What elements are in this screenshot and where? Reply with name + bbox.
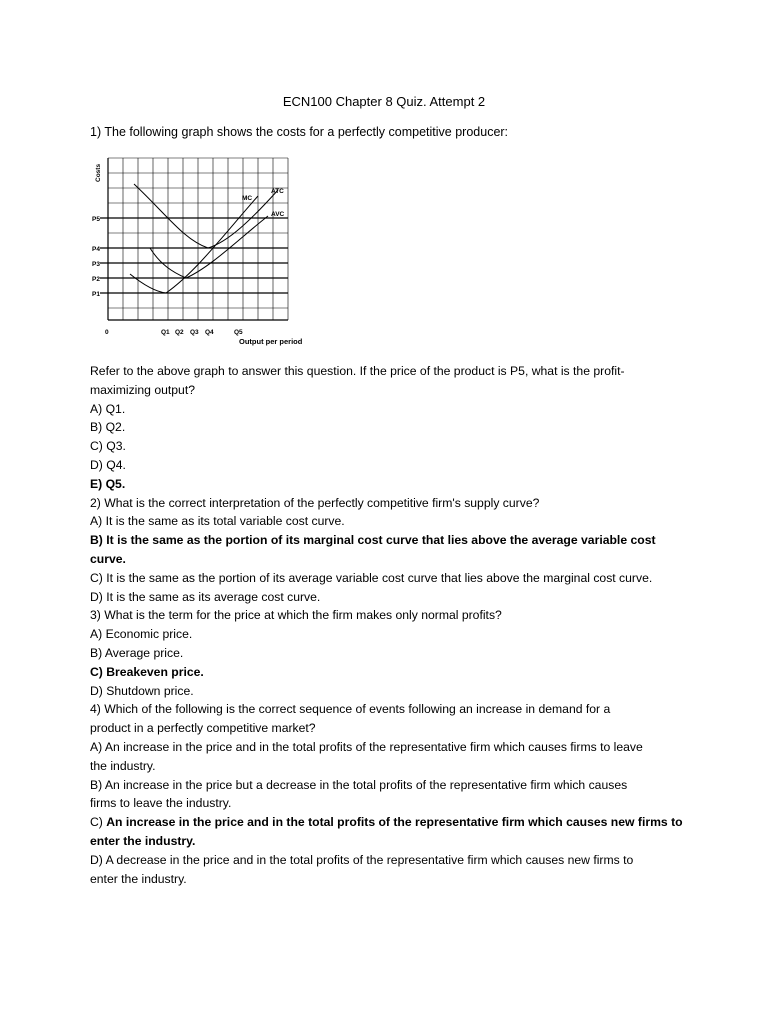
question-4-option-c-prefix: C): [90, 815, 107, 830]
price-label-p2: P2: [92, 276, 100, 283]
question-1-option-b: B) Q2.: [90, 420, 126, 435]
question-4-option-b-line2: firms to leave the industry.: [90, 796, 232, 811]
question-4-option-d-line2: enter the industry.: [90, 871, 187, 886]
question-3-option-b: B) Average price.: [90, 645, 184, 660]
question-2-option-b-answer-line1: B) It is the same as the portion of its marginal cost curve that lies above the average variable cost: [90, 533, 656, 548]
atc-curve: [134, 184, 278, 248]
question-1-text-line2: maximizing output?: [90, 382, 195, 397]
question-4-option-c-answer-text: An increase in the price and in the total profits of the representative firm which causes new firms to: [106, 815, 683, 830]
question-1-option-d: D) Q4.: [90, 457, 126, 472]
atc-curve-label: ATC: [271, 188, 284, 195]
quantity-label-q5: Q5: [234, 329, 243, 336]
quantity-label-q4: Q4: [205, 329, 214, 336]
price-label-p3: P3: [92, 261, 100, 268]
x-axis-label: Output per period: [239, 337, 303, 346]
question-3-text: 3) What is the term for the price at which the firm makes only normal profits?: [90, 608, 502, 623]
question-1-option-a: A) Q1.: [90, 401, 126, 416]
price-label-p4: P4: [92, 246, 100, 253]
question-4-option-a-line1: A) An increase in the price and in the total profits of the representative firm which causes firms to leave: [90, 739, 643, 754]
question-4-text-line2: product in a perfectly competitive market?: [90, 721, 316, 736]
quiz-body: [90, 362, 690, 888]
question-1-option-c: C) Q3.: [90, 439, 126, 454]
question-3-option-a: A) Economic price.: [90, 627, 193, 642]
question-4-option-a-line2: the industry.: [90, 758, 156, 773]
question-1-option-e-answer: E) Q5.: [90, 476, 126, 491]
page-title: ECN100 Chapter 8 Quiz. Attempt 2: [282, 94, 486, 109]
question-4-option-c-answer-line1: [90, 813, 690, 832]
question-3-option-d: D) Shutdown price.: [90, 683, 194, 698]
question-2-option-b-answer-line2: curve.: [90, 551, 126, 566]
mc-curve-label: MC: [242, 195, 253, 202]
quantity-label-q3: Q3: [190, 329, 199, 336]
question-2-option-d: D) It is the same as its average cost curve.: [90, 589, 321, 604]
quantity-label-q2: Q2: [175, 329, 184, 336]
question-2-option-c: C) It is the same as the portion of its average variable cost curve that lies above the marginal cost curve.: [90, 570, 653, 585]
question-1-prompt: 1) The following graph shows the costs for a perfectly competitive producer:: [90, 125, 509, 139]
avc-curve-label: AVC: [271, 211, 285, 218]
price-label-p1: P1: [92, 291, 100, 298]
question-1-text-line1: Refer to the above graph to answer this question. If the price of the product is P5, what is the profit-: [90, 364, 625, 378]
question-4-option-d-line1: D) A decrease in the price and in the total profits of the representative firm which causes new firms to: [90, 852, 634, 867]
graph-grid: [108, 158, 288, 320]
question-4-text-line1: 4) Which of the following is the correct sequence of events following an increase in demand for a: [90, 702, 611, 717]
y-axis-label: Costs: [95, 163, 102, 182]
cost-curves-graph: [86, 152, 326, 352]
quantity-label-q1: Q1: [161, 329, 170, 336]
question-4-option-b-line1: B) An increase in the price but a decrease in the total profits of the representative firm which causes: [90, 777, 628, 792]
question-2-text: 2) What is the correct interpretation of the perfectly competitive firm's supply curve?: [90, 495, 540, 510]
question-2-option-a: A) It is the same as its total variable cost curve.: [90, 514, 345, 529]
price-label-p5: P5: [92, 216, 100, 223]
question-4-option-c-answer-line2: enter the industry.: [90, 833, 196, 848]
origin-label: 0: [105, 329, 109, 336]
question-3-option-c-answer: C) Breakeven price.: [90, 664, 204, 679]
